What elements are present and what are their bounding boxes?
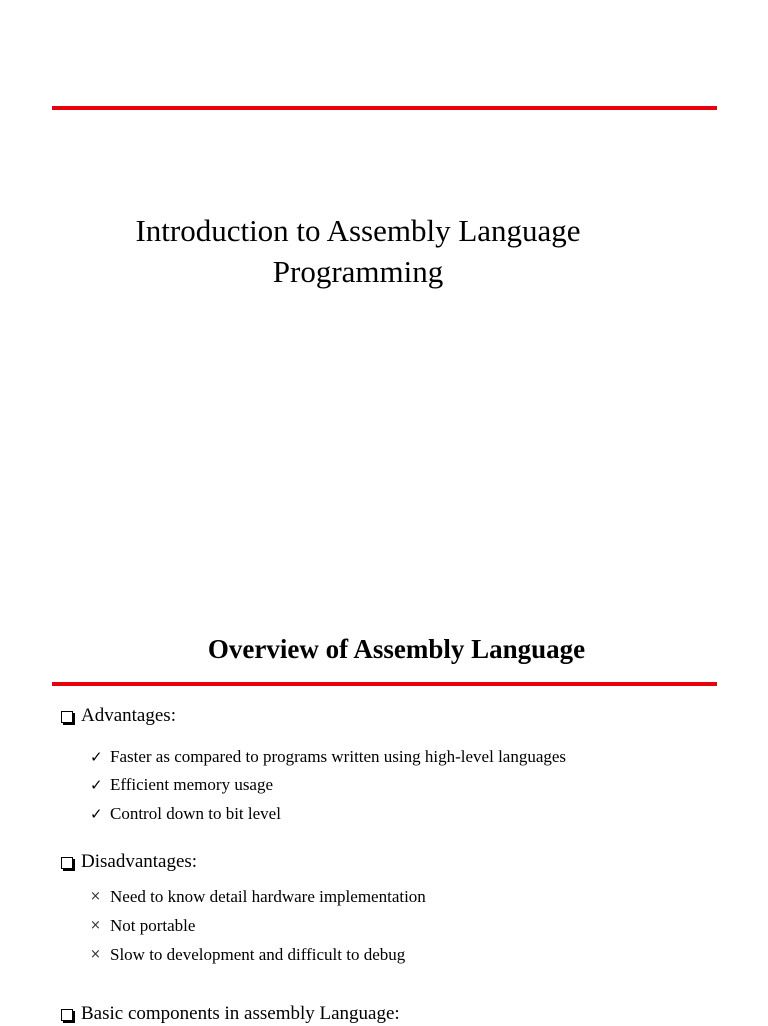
disadvantages-heading xyxy=(61,850,197,874)
basic-components-heading xyxy=(61,1002,400,1026)
square-bullet-icon xyxy=(61,711,73,723)
cross-icon: × xyxy=(90,918,101,933)
disadvantage-item xyxy=(90,886,426,908)
disadvantage-item-text: Need to know detail hardware implementation xyxy=(110,887,426,906)
cross-icon: × xyxy=(90,947,101,962)
slide1-title-line1: Introduction to Assembly Language xyxy=(135,213,581,248)
advantage-item xyxy=(90,774,273,796)
cross-icon: × xyxy=(90,889,101,904)
advantage-item-text: Faster as compared to programs written using high-level languages xyxy=(110,747,567,766)
slide2-title: Overview of Assembly Language xyxy=(207,634,586,664)
square-bullet-icon xyxy=(61,857,73,869)
square-bullet-icon xyxy=(61,1009,73,1021)
disadvantage-item xyxy=(90,944,405,966)
advantages-heading xyxy=(61,704,176,728)
advantage-item-text: Control down to bit level xyxy=(110,804,281,823)
checkmark-icon: ✓ xyxy=(90,776,103,794)
disadvantage-item xyxy=(90,915,195,937)
slide1-accent-rule xyxy=(52,106,717,110)
advantage-item xyxy=(90,803,281,825)
checkmark-icon: ✓ xyxy=(90,748,103,766)
disadvantage-item-text: Not portable xyxy=(110,916,196,935)
basic-components-heading-text: Basic components in assembly Language: xyxy=(81,1003,400,1024)
advantage-item xyxy=(90,746,566,768)
slide1-title-line2: Programming xyxy=(272,254,444,289)
checkmark-icon: ✓ xyxy=(90,805,103,823)
slide1-title xyxy=(52,210,664,292)
disadvantage-item-text: Slow to development and difficult to debug xyxy=(110,945,406,964)
slide2-accent-rule xyxy=(52,682,717,686)
advantages-heading-text: Advantages: xyxy=(81,705,176,726)
advantage-item-text: Efficient memory usage xyxy=(110,775,274,794)
disadvantages-heading-text: Disadvantages: xyxy=(81,851,198,872)
